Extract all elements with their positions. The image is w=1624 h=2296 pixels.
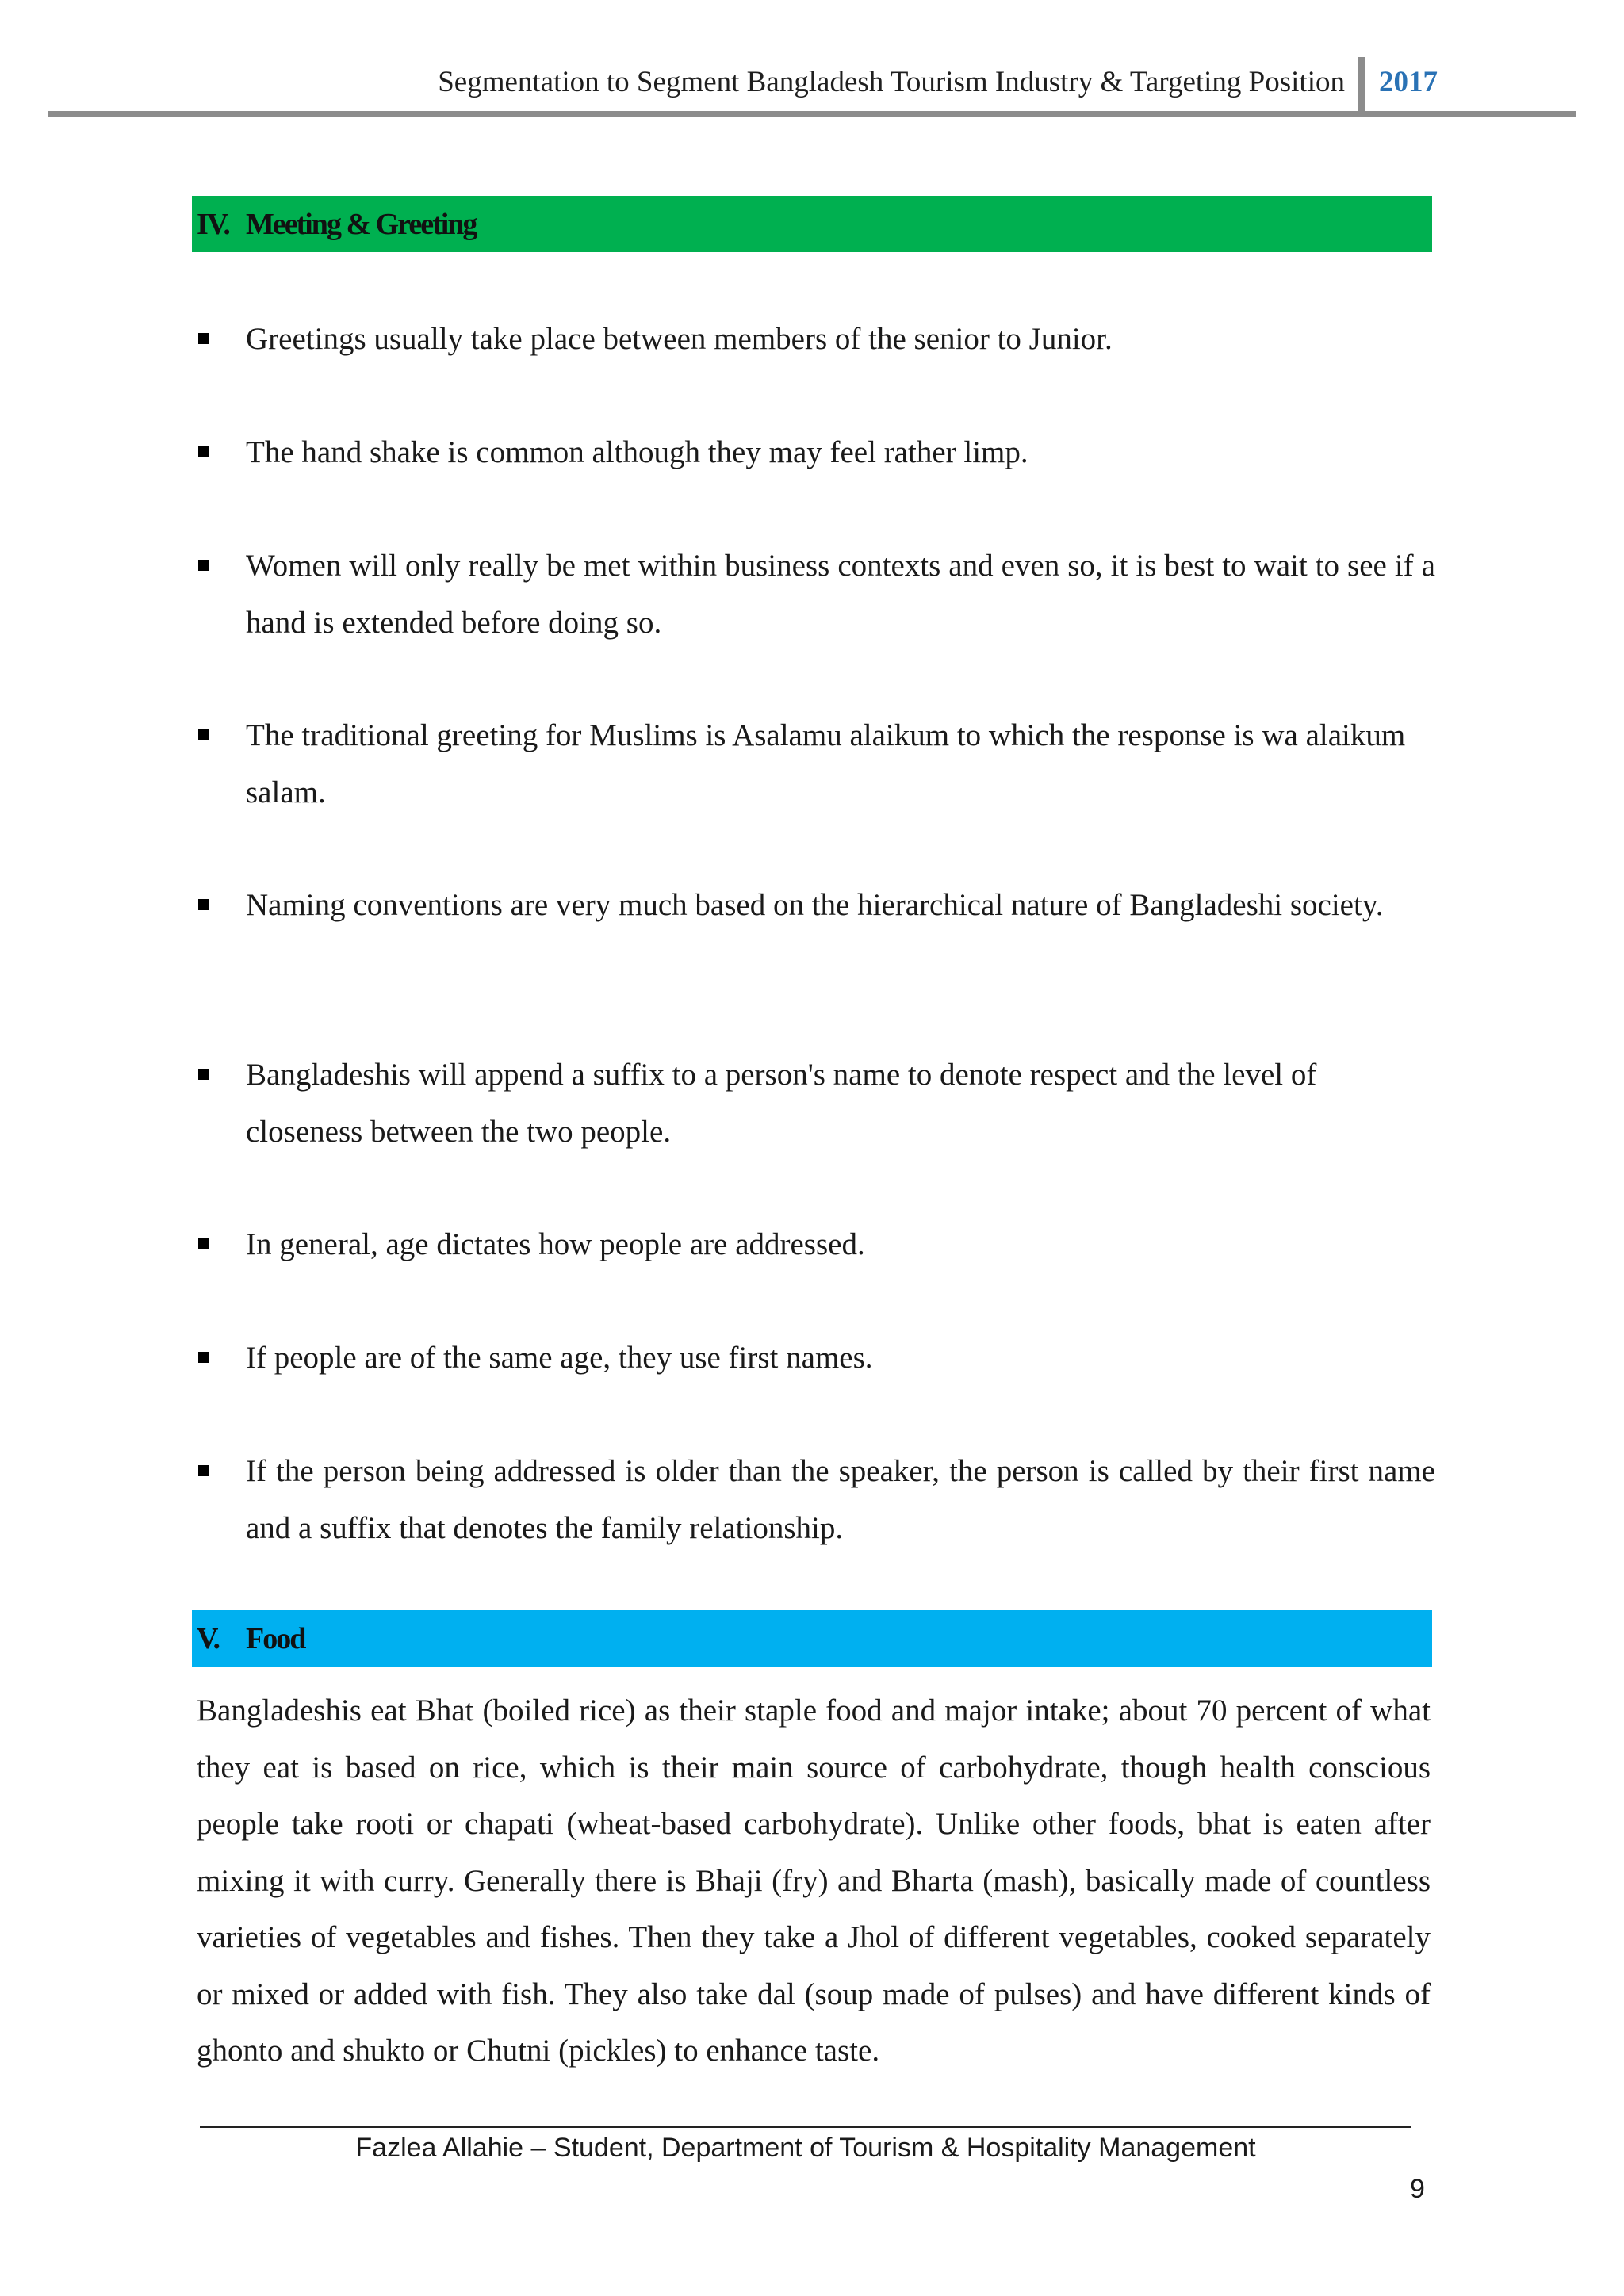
list-item-text: If the person being addressed is older than the speaker, the person is called by their first name and a suffix that denotes the family relationship. <box>246 1454 1435 1545</box>
bullet-square-icon <box>198 1069 209 1080</box>
list-item-text: If people are of the same age, they use first names. <box>246 1341 873 1375</box>
bullet-square-icon <box>198 1238 209 1249</box>
header-year: 2017 <box>1379 66 1438 98</box>
section-title: Meeting & Greeting <box>246 207 477 241</box>
list-item-text: In general, age dictates how people are addressed. <box>246 1227 865 1261</box>
header-title: Segmentation to Segment Bangladesh Tourism Industry & Targeting Position <box>438 66 1345 98</box>
section-number: V. <box>197 1621 220 1655</box>
list-item-text: The traditional greeting for Muslims is Asalamu alaikum to which the response is wa alaikum salam. <box>246 718 1406 809</box>
section-heading-food <box>192 1610 1432 1667</box>
food-paragraph: Bangladeshis eat Bhat (boiled rice) as their staple food and major intake; about 70 percent of what they eat is based on rice, which is their main source of carbohydrate, though health conscious people take rooti or chapati (wheat-based carbohydrate). Unlike other foods, bhat is eaten after mixing it with curry. Generally there is Bhaji (fry) and Bharta (mash), basically made of countless varieties of vegetables and fishes. Then they take a Jhol of different vegetables, cooked separately or mixed or added with fish. They also take dal (soup made of pulses) and have different kinds of ghonto and shukto or Chutni (pickles) to enhance taste. <box>197 1693 1431 2068</box>
bullet-square-icon <box>198 446 209 457</box>
bullet-square-icon <box>198 560 209 571</box>
section-title: Food <box>246 1621 305 1655</box>
bullet-square-icon <box>198 1352 209 1363</box>
list-item-text: The hand shake is common although they may feel rather limp. <box>246 435 1028 469</box>
footer-rule <box>200 2126 1411 2128</box>
bullet-square-icon <box>198 1465 209 1476</box>
header-rule <box>48 111 1576 117</box>
list-item-text: Women will only really be met within business contexts and even so, it is best to wait to see if a hand is extended before doing so. <box>246 549 1435 640</box>
list-item-text: Greetings usually take place between members of the senior to Junior. <box>246 322 1113 356</box>
bullet-square-icon <box>198 729 209 740</box>
list-item-text: Bangladeshis will append a suffix to a person's name to denote respect and the level of closeness between the two people. <box>246 1058 1317 1149</box>
section-heading-meeting-greeting <box>192 196 1432 252</box>
header-divider <box>1358 57 1365 111</box>
section-number: IV. <box>197 207 229 241</box>
page-header <box>48 57 1576 117</box>
page-number: 9 <box>1410 2174 1425 2204</box>
bullet-square-icon <box>198 899 209 910</box>
bullet-square-icon <box>198 333 209 344</box>
footer-author-line: Fazlea Allahie – Student, Department of Tourism & Hospitality Management <box>355 2133 1256 2163</box>
list-item-text: Naming conventions are very much based on the hierarchical nature of Bangladeshi society. <box>246 888 1384 922</box>
